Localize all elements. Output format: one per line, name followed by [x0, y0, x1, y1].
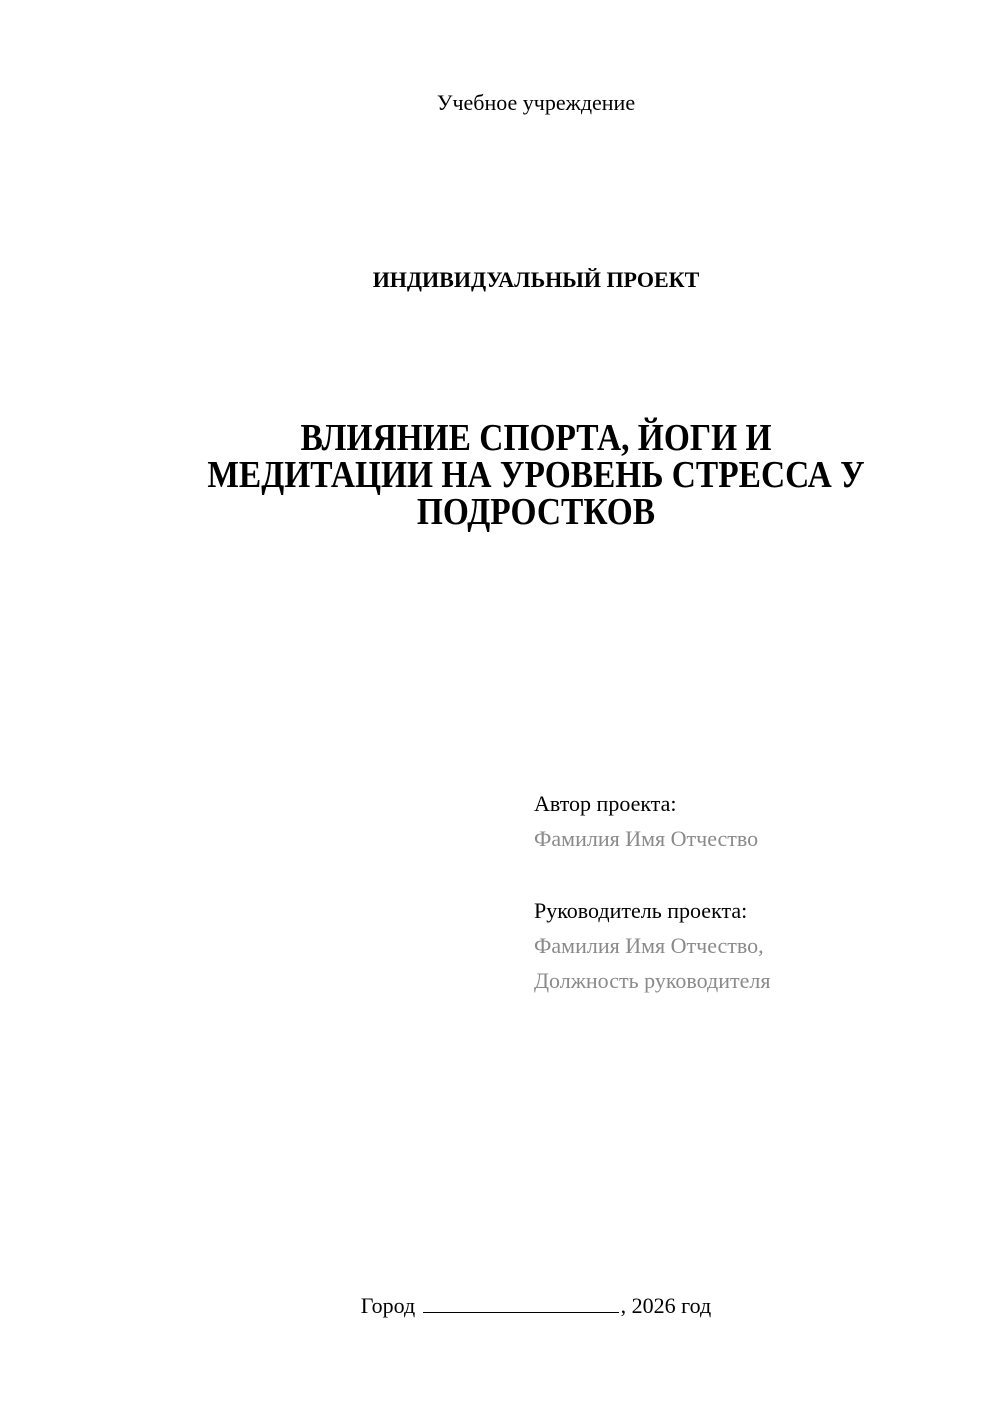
title-line: ПОДРОСТКОВ	[416, 491, 656, 533]
project-title	[64, 417, 944, 533]
year-text: , 2026 год	[620, 1293, 712, 1318]
institution-name: Учебное учреждение	[436, 90, 636, 115]
city-label: Город	[360, 1293, 416, 1318]
document-type: ИНДИВИДУАЛЬНЫЙ ПРОЕКТ	[372, 267, 700, 292]
author-name: Фамилия Имя Отчество	[534, 826, 759, 851]
supervisor-position: Должность руководителя	[534, 968, 771, 993]
supervisor-block	[534, 893, 770, 998]
title-line: ВЛИЯНИЕ СПОРТА, ЙОГИ И	[300, 417, 772, 459]
title-line: МЕДИТАЦИИ НА УРОВЕНЬ СТРЕССА У	[207, 454, 865, 496]
supervisor-name: Фамилия Имя Отчество,	[534, 933, 764, 958]
author-block	[534, 786, 758, 856]
author-label: Автор проекта:	[534, 791, 677, 816]
supervisor-label: Руководитель проекта:	[534, 898, 748, 923]
city-blank-line	[423, 1290, 619, 1313]
footer-city-year	[0, 1290, 1000, 1319]
